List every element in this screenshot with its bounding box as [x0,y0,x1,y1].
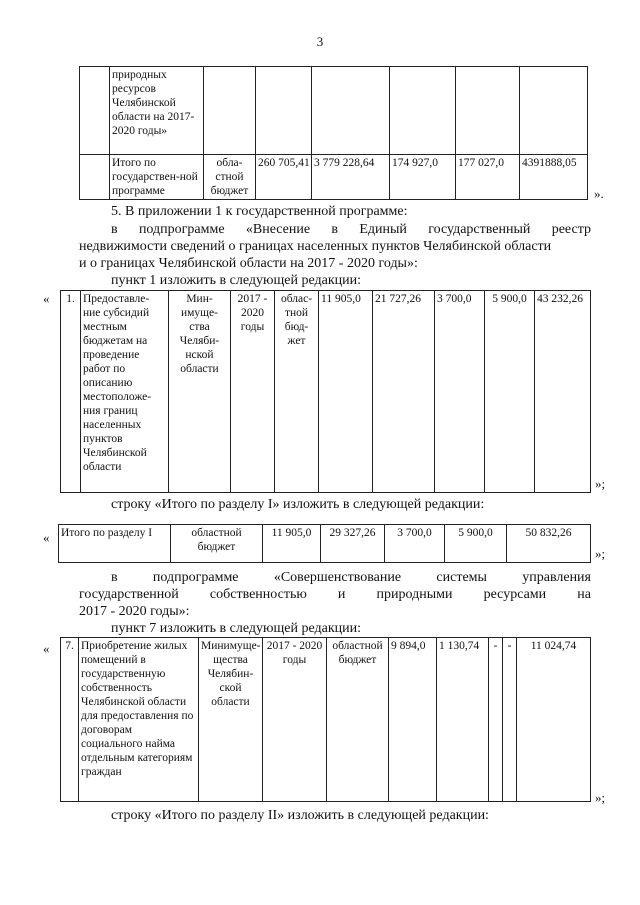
cell-name: Итого по государствен-ной программе [110,155,204,200]
cell-name: Приобретение жилых помещений в государственную собственность Челябинской области для предоставления по договорам социального найма отдельным категориям граждан [79,638,199,802]
cell-executor: Мин-имуще-ства Челяби-нской области [169,291,231,493]
table-point-7 [60,637,591,802]
table-program-total [79,66,588,200]
close-quote: »; [595,790,606,805]
cell-value: 5 900,0 [445,525,507,563]
cell-value: 260 705,41 [256,155,312,200]
table-row [61,291,591,493]
cell-number: 7. [61,638,79,802]
table-row [80,67,588,155]
open-quote: « [43,530,50,545]
point-1-text: пункт 1 изложить в следующей редакции: [111,273,361,288]
table-row [61,638,591,802]
cell-value: 3 700,0 [385,525,445,563]
close-quote: ». [594,186,604,201]
cell-value: - [503,638,517,802]
cell-source: обла-стной бюджет [204,155,256,200]
cell-value: 50 832,26 [507,525,591,563]
page-number: 3 [316,34,324,49]
cell-period: 2017 - 2020 годы [231,291,275,493]
subprogram-2-line-2: государственной собственностью и природными ресурсами на [79,587,591,602]
cell-source: облас-тной бюд-жет [275,291,319,493]
cell-value: 3 779 228,64 [312,155,390,200]
subprogram-2-line-1: в подпрограмме «Совершенствование системы управления [111,570,591,585]
table-row [80,155,588,200]
cell-value: 1 130,74 [437,638,489,802]
subprogram-1-line-3: и о границах Челябинской области на 2017 - 2020 годы»: [79,256,418,271]
cell-value: 4391888,05 [520,155,588,200]
cell-number: 1. [61,291,81,493]
table-itogo-1 [58,524,591,563]
cell-name: природных ресурсов Челябинской области на 2017-2020 годы» [110,67,204,155]
subprogram-1-line-2: недвижимости сведений о границах населенных пунктов Челябинской области [79,239,552,254]
itogo-2-text: строку «Итого по разделу II» изложить в следующей редакции: [111,808,489,823]
cell-value: - [489,638,503,802]
cell-name: Итого по разделу I [59,525,171,563]
close-quote: »; [595,476,606,491]
cell-executor: Минимуще-щества Челябин-ской области [199,638,263,802]
cell-value: 174 927,0 [390,155,456,200]
cell-value: 5 900,0 [485,291,535,493]
subprogram-2-line-3: 2017 - 2020 годы»: [79,604,190,619]
cell-source: областной бюджет [171,525,263,563]
cell-period: 2017 - 2020 годы [263,638,327,802]
cell-name: Предоставле-ние субсидий местным бюджетам на проведение работ по описанию местоположе-ния границ населенных пунктов Челябинской области [81,291,169,493]
table-point-1 [60,290,591,493]
subprogram-1-line-1: в подпрограмме «Внесение в Единый государственный реестр [111,222,591,237]
cell-value: 29 327,26 [321,525,385,563]
close-quote: »; [595,546,606,561]
cell-value: 3 700,0 [435,291,485,493]
cell-value: 21 727,26 [373,291,435,493]
cell-value: 11 905,0 [319,291,373,493]
open-quote: « [43,291,50,306]
point-7-text: пункт 7 изложить в следующей редакции: [111,621,361,636]
cell-value: 9 894,0 [389,638,437,802]
cell-value: 11 905,0 [263,525,321,563]
open-quote: « [43,641,50,656]
table-row [59,525,591,563]
cell-source: областной бюджет [327,638,389,802]
cell-value: 11 024,74 [517,638,591,802]
cell-value: 43 232,26 [535,291,591,493]
itogo-1-text: строку «Итого по разделу I» изложить в следующей редакции: [111,497,485,512]
cell-value: 177 027,0 [456,155,520,200]
section-5-text: 5. В приложении 1 к государственной программе: [111,204,408,219]
